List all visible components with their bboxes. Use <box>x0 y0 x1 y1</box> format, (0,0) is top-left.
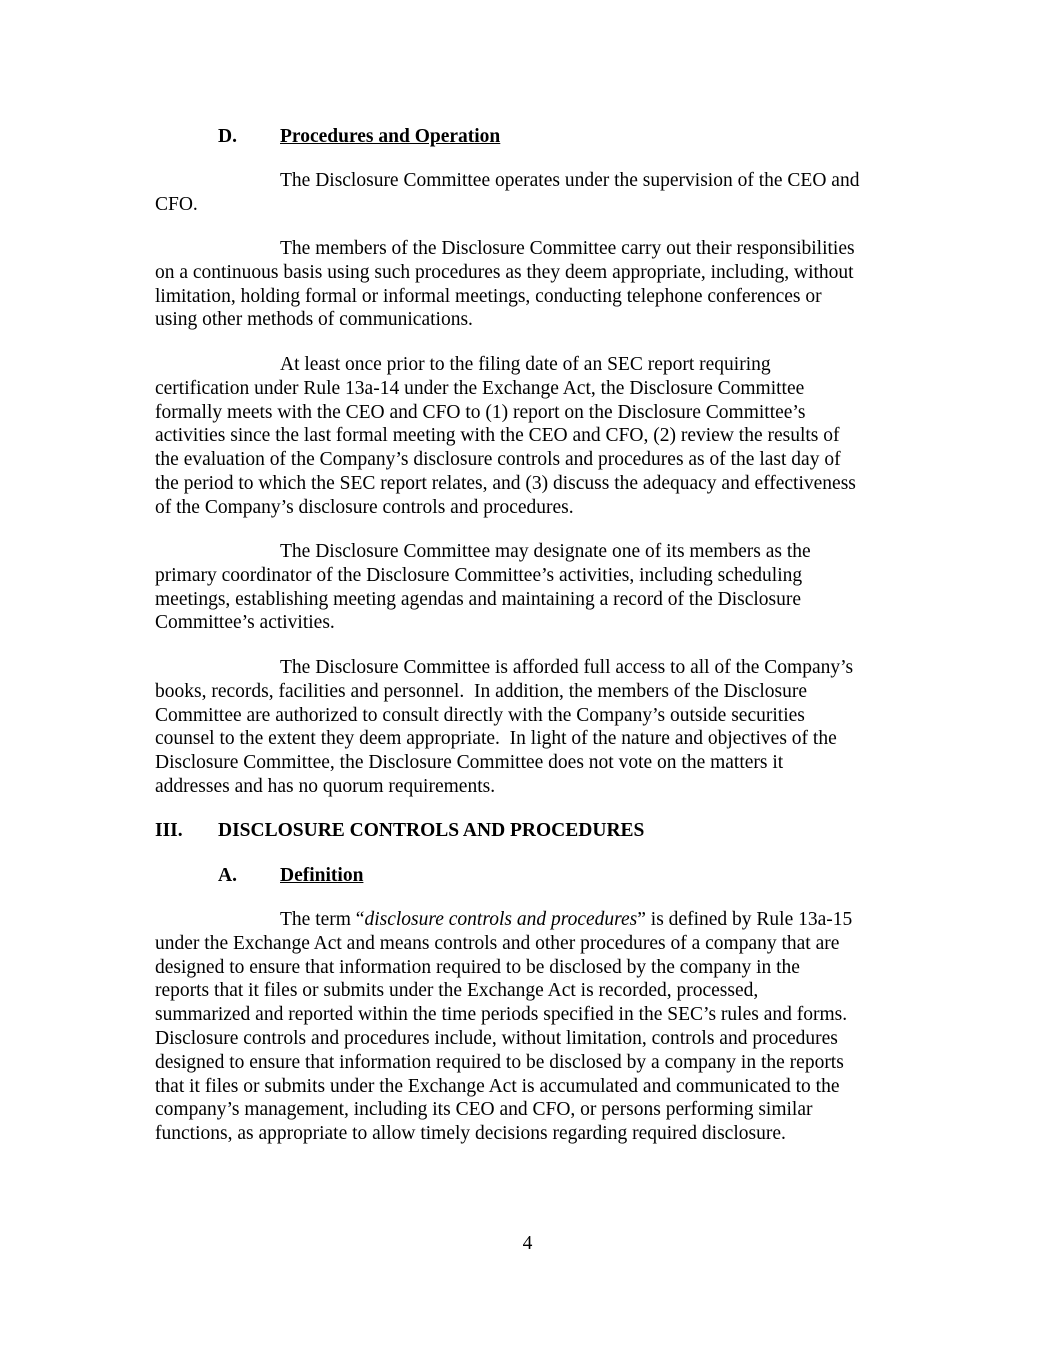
section-a-title: Definition <box>280 865 364 886</box>
paragraph-line: CFO. <box>155 193 198 215</box>
paragraph-line: addresses and has no quorum requirements. <box>155 775 496 797</box>
paragraph-line: using other methods of communications. <box>155 309 473 331</box>
paragraph-line: that it files or submits under the Exchange Act is accumulated and communicated to the <box>155 1075 840 1097</box>
paragraph-line: Committee’s activities. <box>155 612 335 634</box>
paragraph-line: certification under Rule 13a-14 under the Exchange Act, the Disclosure Committee <box>155 377 805 399</box>
section-d-title: Procedures and Operation <box>280 126 501 147</box>
paragraph-line: on a continuous basis using such procedures as they deem appropriate, including, without <box>155 261 854 283</box>
paragraph-line: the evaluation of the Company’s disclosure controls and procedures as of the last day of <box>155 449 841 471</box>
paragraph-line: Committee are authorized to consult directly with the Company’s outside securities <box>155 704 805 726</box>
paragraph <box>155 540 915 635</box>
paragraph-line: designed to ensure that information required to be disclosed by the company in the <box>155 956 800 978</box>
paragraph-line: under the Exchange Act and means controls and other procedures of a company that are <box>155 932 840 954</box>
paragraph-line: primary coordinator of the Disclosure Committee’s activities, including scheduling <box>155 564 803 586</box>
defined-term: disclosure controls and procedures <box>364 909 638 930</box>
paragraph-line: of the Company’s disclosure controls and procedures. <box>155 496 574 518</box>
paragraph-line: Disclosure Committee, the Disclosure Committee does not vote on the matters it <box>155 752 784 774</box>
paragraph-line: counsel to the extent they deem appropriate. In light of the nature and objectives of the <box>155 728 837 750</box>
paragraph-line: The Disclosure Committee is afforded full access to all of the Company’s <box>280 657 854 678</box>
paragraph-line: The Disclosure Committee may designate one of its members as the <box>280 541 811 562</box>
section-iii-number: III. <box>155 820 183 841</box>
paragraph-line <box>155 908 915 932</box>
paragraph <box>155 353 915 520</box>
definition-paragraph <box>155 908 915 1146</box>
page-number: 4 <box>522 1233 533 1254</box>
paragraph-line: functions, as appropriate to allow timely decisions regarding required disclosure. <box>155 1123 786 1145</box>
paragraph-line: At least once prior to the filing date of an SEC report requiring <box>280 354 771 375</box>
section-iii-title: DISCLOSURE CONTROLS AND PROCEDURES <box>218 820 645 841</box>
paragraph <box>155 656 915 799</box>
paragraph-line: activities since the last formal meeting with the CEO and CFO, (2) review the results of <box>155 425 840 447</box>
paragraph <box>155 237 915 332</box>
paragraph-line: designed to ensure that information required to be disclosed by a company in the reports <box>155 1051 844 1073</box>
section-d-letter: D. <box>218 126 237 147</box>
paragraph-line: limitation, holding formal or informal meetings, conducting telephone conferences or <box>155 285 822 307</box>
text: The term “ <box>280 909 365 930</box>
paragraph-line: The Disclosure Committee operates under the supervision of the CEO and <box>280 170 860 191</box>
section-a-letter: A. <box>218 865 237 886</box>
paragraph <box>155 169 915 217</box>
paragraph-line: summarized and reported within the time periods specified in the SEC’s rules and forms. <box>155 1004 848 1026</box>
paragraph-line: books, records, facilities and personnel. In addition, the members of the Disclosure <box>155 680 807 702</box>
paragraph-line: the period to which the SEC report relates, and (3) discuss the adequacy and effectiveness <box>155 472 856 494</box>
paragraph-line: company’s management, including its CEO and CFO, or persons performing similar <box>155 1099 813 1121</box>
paragraph-line: meetings, establishing meeting agendas and maintaining a record of the Disclosure <box>155 588 802 610</box>
text: ” is defined by Rule 13a-15 <box>637 909 853 930</box>
paragraph-line: Disclosure controls and procedures include, without limitation, controls and procedures <box>155 1027 838 1049</box>
paragraph-line: The members of the Disclosure Committee carry out their responsibilities <box>280 238 855 259</box>
paragraph-line: reports that it files or submits under the Exchange Act is recorded, processed, <box>155 980 759 1002</box>
paragraph-line: formally meets with the CEO and CFO to (1) report on the Disclosure Committee’s <box>155 401 806 423</box>
